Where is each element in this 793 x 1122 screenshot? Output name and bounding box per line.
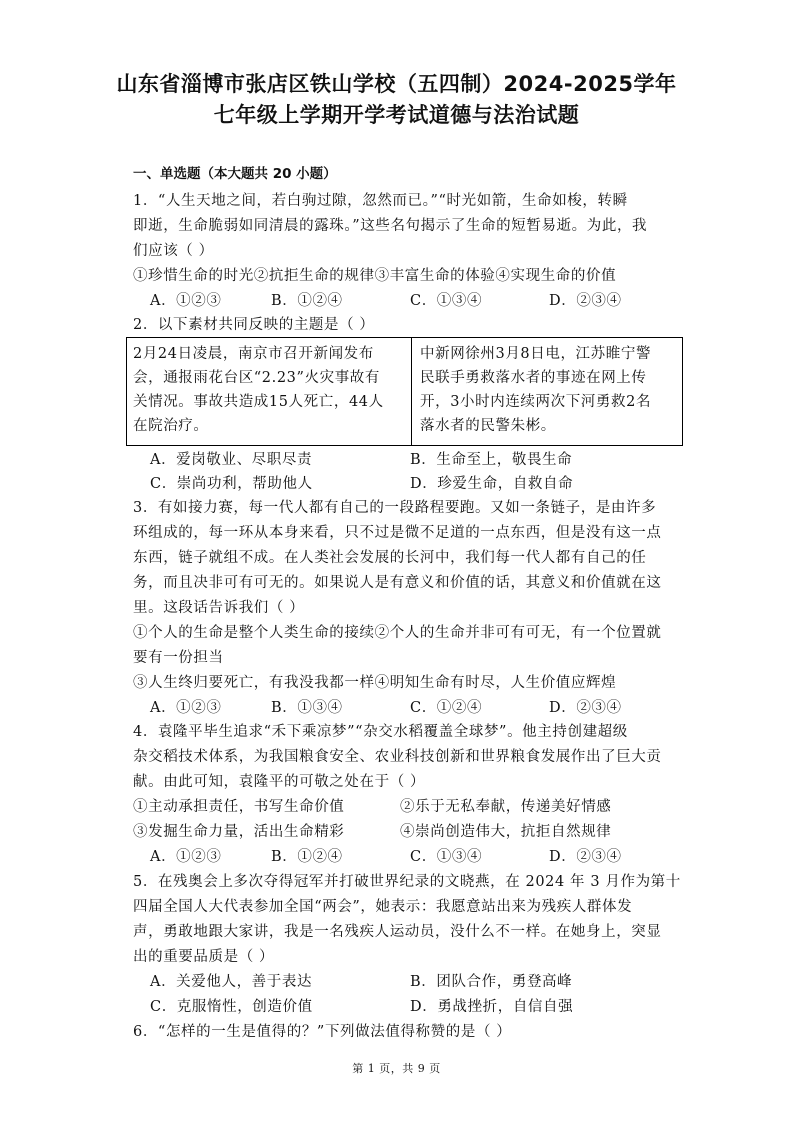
q1-option-d: D．②③④ [549, 293, 622, 309]
q2-option-d: D．珍爱生命，自救自命 [410, 476, 574, 492]
q3-line: 要有一份担当 [133, 650, 224, 666]
q5-option-d: D．勇战挫折，自信自强 [410, 999, 574, 1015]
q4-line: 4．袁隆平毕生追求“禾下乘凉梦”“杂交水稻覆盖全球梦”。他主持创建超级 [133, 724, 628, 740]
q5-option-b: B．团队合作，勇登高峰 [410, 974, 573, 990]
q2-material-right [412, 338, 682, 445]
q4-option-a: A．①②③ [150, 849, 222, 865]
q1-line: 们应该（ ） [133, 243, 214, 259]
q2-material-left-line: 2月24日凌晨，南京市召开新闻发布 [133, 346, 374, 362]
q5-option-c: C．克服惰性，创造价值 [150, 999, 313, 1015]
q3-option-d: D．②③④ [549, 700, 622, 716]
exam-title-line-1: 山东省淄博市张店区铁山学校（五四制）2024-2025学年 [116, 72, 677, 96]
q2-material-left [127, 338, 412, 445]
q1-line: 1．“人生天地之间，若白驹过隙，忽然而已。”“时光如箭，生命如梭，转瞬 [133, 193, 628, 209]
q3-line: 东西，链子就组不成。在人类社会发展的长河中，我们每一代人都有自己的任 [133, 550, 647, 566]
q3-line: 3．有如接力赛，每一代人都有自己的一段路程要跑。又如一条链子，是由许多 [133, 500, 657, 516]
q2-material-left-line: 会，通报雨花台区“2.23”火灾事故有 [133, 370, 381, 386]
section-heading: 一、单选题（本大题共 20 小题） [133, 166, 337, 182]
page-footer: 第 1 页，共 9 页 [352, 1062, 441, 1075]
q4-option-b: B．①②④ [271, 849, 343, 865]
q2-option-c: C．崇尚功利，帮助他人 [150, 476, 313, 492]
q3-option-a: A．①②③ [150, 700, 222, 716]
q4-choice-2: ②乐于无私奉献，传递美好情感 [400, 799, 612, 815]
q3-option-b: B．①③④ [271, 700, 343, 716]
q4-choice-4: ④崇尚创造伟大，抗拒自然规律 [400, 824, 612, 840]
q1-option-c: C．①③④ [410, 293, 483, 309]
q1-line: ①珍惜生命的时光②抗拒生命的规律③丰富生命的体验④实现生命的价值 [133, 268, 617, 284]
q5-line: 四届全国人大代表参加全国“两会”，她表示：我愿意站出来为残疾人群体发 [133, 899, 633, 915]
q3-line: 里。这段话告诉我们（ ） [133, 600, 305, 616]
q2-material-table [126, 337, 683, 446]
q5-option-a: A．关爱他人，善于表达 [150, 974, 313, 990]
q2-option-b: B．生命至上，敬畏生命 [410, 452, 573, 468]
q4-option-d: D．②③④ [549, 849, 622, 865]
q4-choice-1: ①主动承担责任，书写生命价值 [133, 799, 345, 815]
q4-line: 杂交稻技术体系，为我国粮食安全、农业科技创新和世界粮食发展作出了巨大贡 [133, 749, 662, 765]
q1-option-b: B．①②④ [271, 293, 343, 309]
q2-material-right-line: 开，3小时内连续两次下河勇救2名 [420, 394, 652, 410]
q2-material-left-line: 在院治疗。 [133, 418, 209, 434]
q3-line: 务，而且决非可有可无的。如果说人是有意义和价值的话，其意义和价值就在这 [133, 575, 662, 591]
q2-material-left-line: 关情况。事故共造成15人死亡，44人 [133, 394, 384, 410]
q2-material-right-line: 中新网徐州3月8日电，江苏睢宁警 [420, 346, 652, 362]
q1-line: 即逝，生命脆弱如同清晨的露珠。”这些名句揭示了生命的短暂易逝。为此，我 [133, 218, 648, 234]
q5-line: 出的重要品质是（ ） [133, 949, 275, 965]
q2-option-a: A．爱岗敬业、尽职尽责 [150, 452, 313, 468]
q3-line: ③人生终归要死亡，有我没我都一样④明知生命有时尽，人生价值应辉煌 [133, 675, 617, 691]
q3-option-c: C．①②④ [410, 700, 483, 716]
q5-line: 5．在残奥会上多次夺得冠军并打破世界纪录的文晓燕，在 2024 年 3 月作为第十 [133, 874, 681, 890]
q2-material-right-line: 落水者的民警朱彬。 [420, 418, 556, 434]
q5-line: 声，勇敢地跟大家讲，我是一名残疾人运动员，没什么不一样。在她身上，突显 [133, 924, 662, 940]
q4-choice-3: ③发掘生命力量，活出生命精彩 [133, 824, 345, 840]
q4-option-c: C．①③④ [410, 849, 483, 865]
exam-title-line-2: 七年级上学期开学考试道德与法治试题 [213, 103, 580, 127]
q3-line: ①个人的生命是整个人类生命的接续②个人的生命并非可有可无，有一个位置就 [133, 625, 662, 641]
q1-option-a: A．①②③ [150, 293, 222, 309]
q2-stem: 2．以下素材共同反映的主题是（ ） [133, 317, 375, 333]
q6-stem: 6．“怎样的一生是值得的？”下列做法值得称赞的是（ ） [133, 1024, 512, 1040]
q2-material-right-line: 民联手勇救落水者的事迹在网上传 [420, 370, 647, 386]
q4-line: 献。由此可知，袁隆平的可敬之处在于（ ） [133, 774, 426, 790]
q3-line: 环组成的，每一环从本身来看，只不过是微不足道的一点东西，但是没有这一点 [133, 525, 662, 541]
